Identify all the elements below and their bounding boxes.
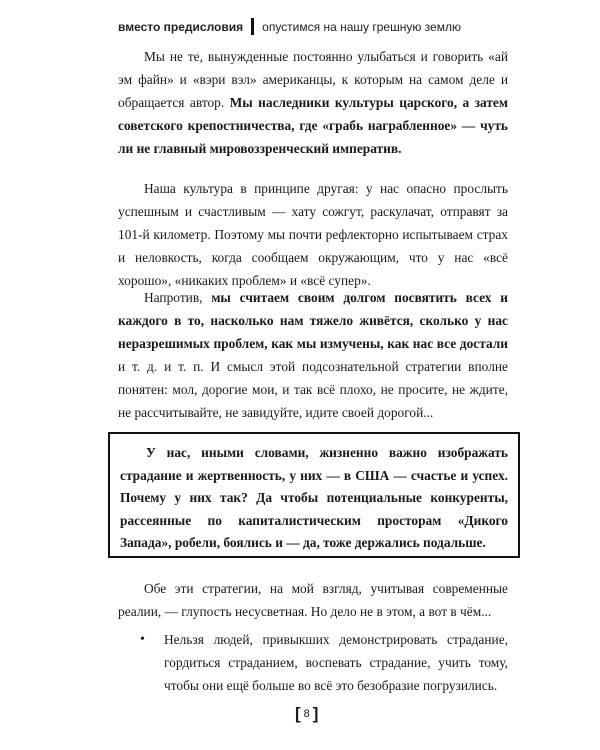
page-bracket-left: [ — [295, 704, 301, 723]
paragraph-1-bold: Мы наследники культуры царского, а затем советского крепостничества, где «грабь награбленное» — чуть ли не главный мировоззренческий императив. — [118, 95, 508, 156]
page-bracket-right: ] — [312, 704, 319, 723]
paragraph-2 — [118, 177, 508, 292]
paragraph-1 — [118, 45, 508, 160]
paragraph-3 — [118, 286, 508, 424]
bullet-marker: • — [140, 632, 145, 647]
page-number-value: 8 — [303, 707, 310, 720]
page-number — [295, 705, 318, 722]
header-chapter: вместо предисловия — [118, 19, 244, 34]
highlight-box-text: У нас, иными словами, жизненно важно изображать страдание и жертвенность, у них — в США — счастье и успех. Почему у них так? Да чтобы потенциальные конкуренты, рассеянные по капиталистическим просторам «Дикого Запада», робели, боялись и — да, тоже держались подальше. — [120, 445, 508, 550]
paragraph-3-text-start: Напротив, — [144, 290, 212, 305]
paragraph-4-text: Обе эти стратегии, на мой взгляд, учитывая современные реалии, — глупость несусветная. Но дело не в этом, а вот в чём... — [118, 581, 508, 619]
highlight-box — [108, 432, 520, 558]
paragraph-1-text: Мы не те, вынужденные постоянно улыбаться и говорить «ай эм файн» и «вэри вэл» американцы, к которым на самом деле и обращается автор. — [118, 49, 508, 110]
paragraph-3-bold: мы считаем своим долгом посвятить всех и каждого в то, насколько нам тяжело живётся, сколько у нас неразрешимых проблем, как мы измучены, как нас все достали — [118, 290, 509, 351]
paragraph-2-text: Наша культура в принципе другая: у нас опасно прослыть успешным и счастливым — хату сожгут, раскулачат, отправят за 101-й километр. Поэтому мы почти рефлекторно испытываем страх и неловкость, когда сообщаем окружающим, что у нас «всё хорошо», «никаких проблем» и «всё супер». — [118, 181, 508, 288]
header-separator — [251, 18, 254, 35]
running-header — [118, 18, 461, 35]
header-section: опустимся на нашу грешную землю — [262, 19, 461, 34]
paragraph-4 — [118, 577, 508, 623]
paragraph-3-text-end: и т. д. и т. п. И смысл этой подсознательной стратегии вполне понятен: мол, дорогие мои, и так всё плохо, не просите, не ждите, не рассчитывайте, не завидуйте, идите своей дорогой... — [118, 359, 508, 420]
bullet-text: Нельзя людей, привыкших демонстрировать страдание, гордиться страданием, воспевать страдание, учить тому, чтобы они ещё больше во всё это безобразие погрузились. — [164, 632, 508, 693]
